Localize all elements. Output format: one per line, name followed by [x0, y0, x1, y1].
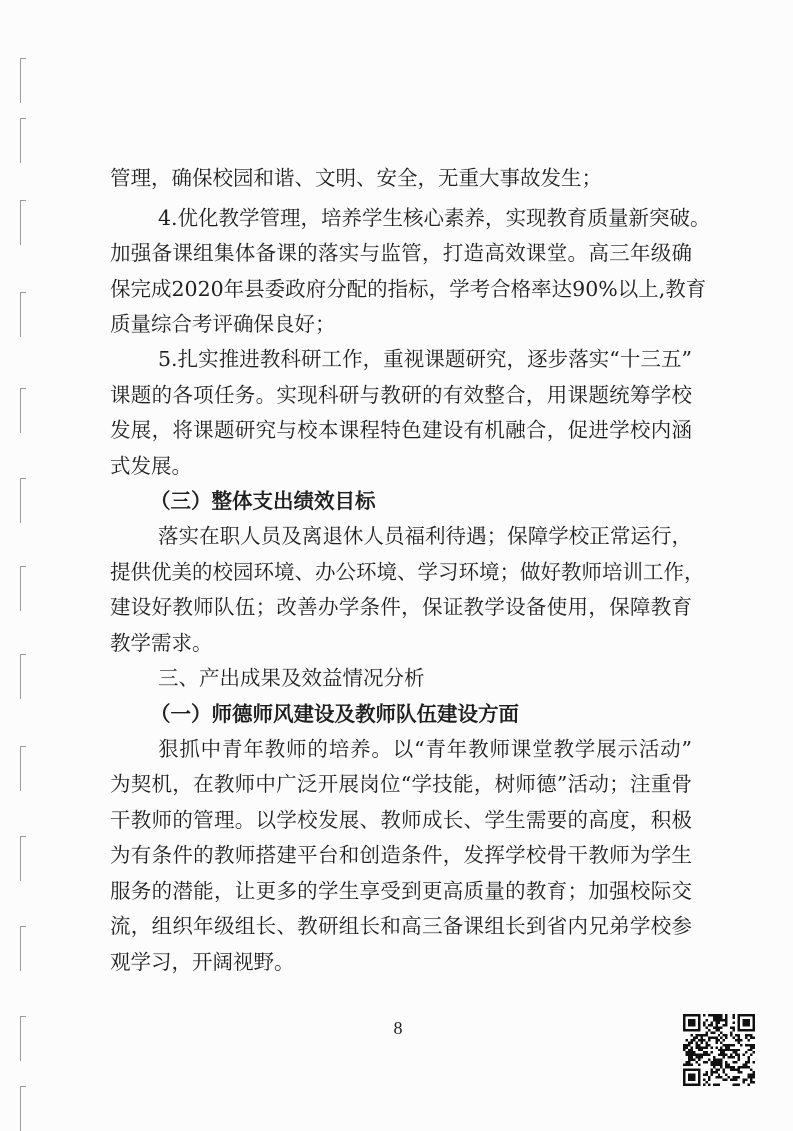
paragraph-line: 提供优美的校园环境、办公环境、学习环境；做好教师培训工作， [110, 560, 705, 584]
section-heading: （三）整体支出绩效目标 [150, 489, 376, 513]
paragraph-line: 教学需求。 [110, 631, 213, 655]
binding-mark [20, 1086, 26, 1131]
section-heading: （一）师德师风建设及教师队伍建设方面 [150, 702, 519, 726]
chapter-heading: 三、产出成果及效益情况分析 [158, 666, 425, 690]
paragraph-line: 加强备课组集体备课的落实与监管，打造高效课堂。高三年级确 [110, 241, 692, 265]
binding-mark [20, 746, 26, 791]
binding-mark [20, 926, 26, 971]
paragraph-line: 服务的潜能，让更多的学生享受到更高质量的教育；加强校际交 [110, 879, 692, 903]
paragraph-line: 为契机，在教师中广泛开展岗位“学技能，树师德”活动；注重骨 [110, 772, 692, 796]
paragraph-line: 流，组织年级组长、教研组长和高三备课组长到省内兄弟学校参 [110, 914, 692, 938]
paragraph-line: 落实在职人员及离退休人员福利待遇；保障学校正常运行， [158, 524, 692, 548]
paragraph-line: 质量综合考评确保良好； [110, 312, 336, 336]
binding-mark [20, 566, 26, 611]
page-number: 8 [393, 1018, 403, 1038]
binding-mark [20, 654, 26, 699]
binding-mark [20, 388, 26, 433]
list-item-4: 4.优化教学管理，培养学生核心素养，实现教育质量新突破。 [158, 206, 711, 230]
binding-mark [20, 836, 26, 881]
binding-mark [20, 1016, 26, 1061]
paragraph-line: 管理，确保校园和谐、文明、安全，无重大事故发生； [110, 166, 602, 190]
paragraph-line: 观学习，开阔视野。 [110, 950, 295, 974]
paragraph-line: 发展，将课题研究与校本课程特色建设有机融合，促进学校内涵 [110, 418, 692, 442]
qr-code-icon [683, 1014, 755, 1086]
list-item-5: 5.扎实推进教科研工作，重视课题研究，逐步落实“十三五” [158, 347, 692, 371]
paragraph-line: 式发展。 [110, 454, 192, 478]
binding-mark [20, 58, 26, 103]
paragraph-line: 干教师的管理。以学校发展、教师成长、学生需要的高度，积极 [110, 808, 692, 832]
binding-mark [20, 478, 26, 523]
paragraph-line: 课题的各项任务。实现科研与教研的有效整合，用课题统筹学校 [110, 383, 692, 407]
paragraph-line: 为有条件的教师搭建平台和创造条件，发挥学校骨干教师为学生 [110, 843, 692, 867]
paragraph-line: 保完成2020年县委政府分配的指标，学考合格率达90%以上,教育 [110, 277, 707, 301]
binding-mark [20, 200, 26, 245]
paragraph-line: 建设好教师队伍；改善办学条件，保证教学设备使用，保障教育 [110, 595, 692, 619]
paragraph-line: 狠抓中青年教师的培养。以“青年教师课堂教学展示活动” [158, 737, 692, 761]
binding-mark [20, 118, 26, 163]
binding-mark [20, 292, 26, 337]
